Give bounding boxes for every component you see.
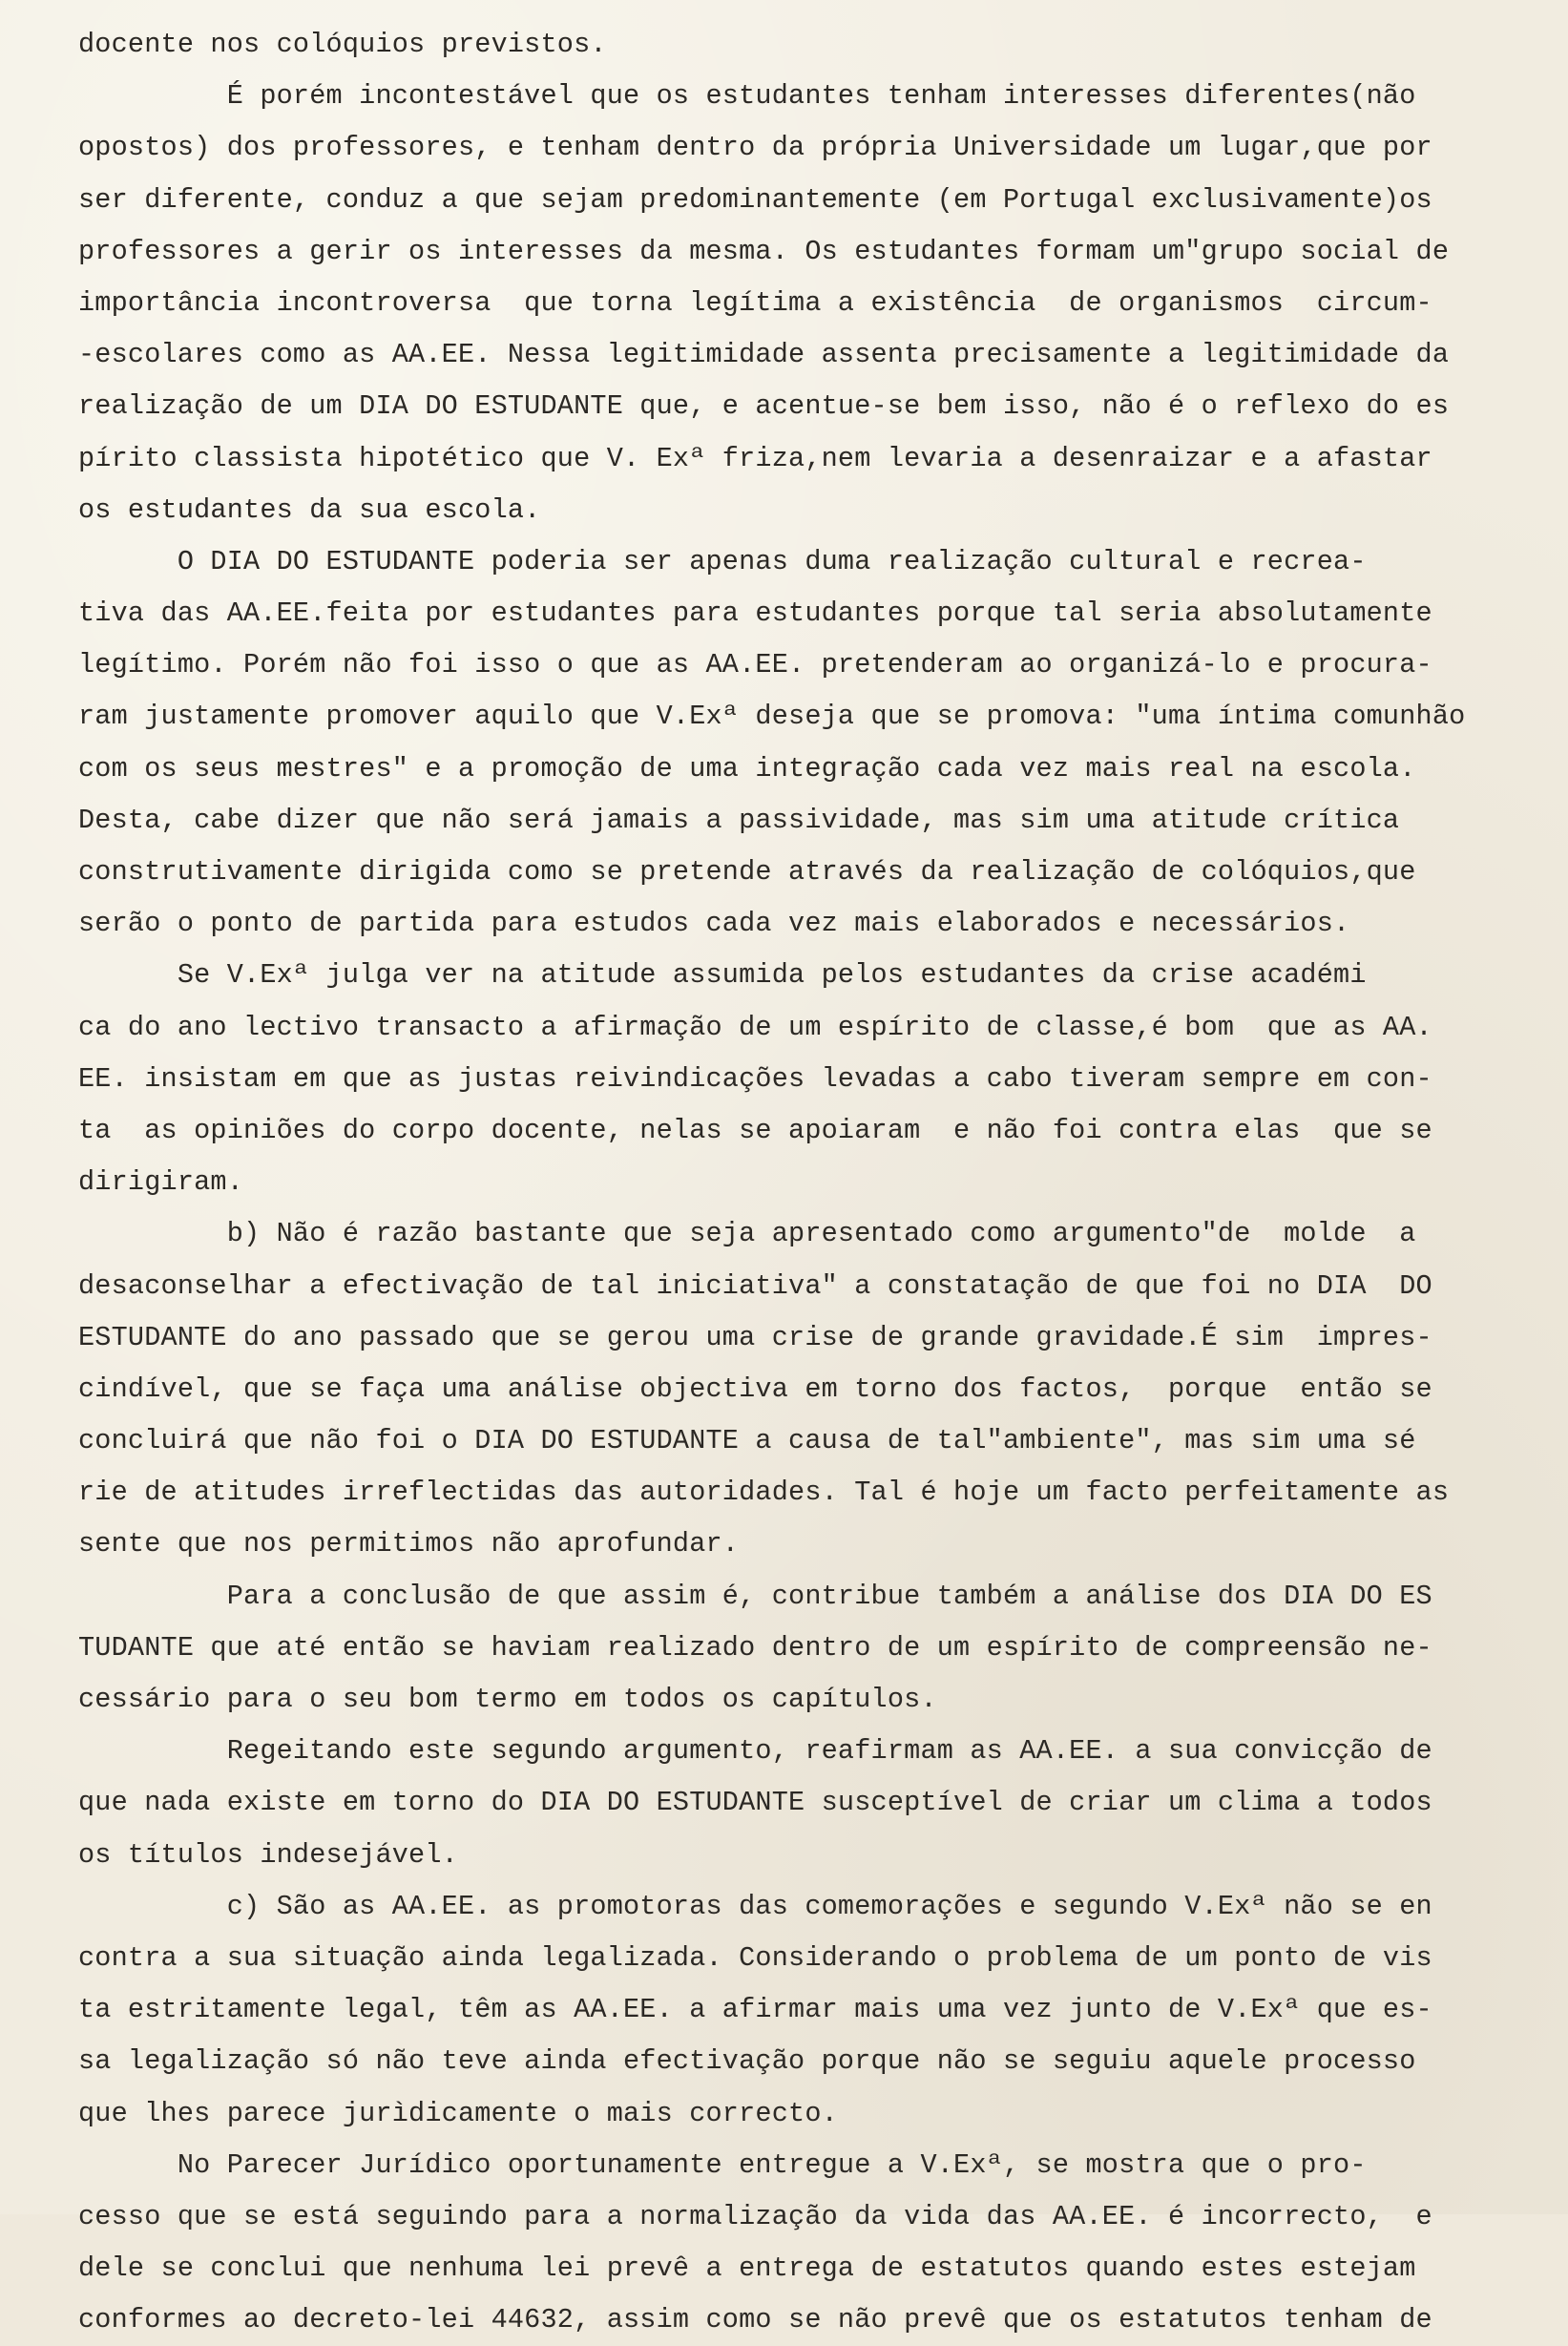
text-line: legítimo. Porém não foi isso o que as AA.EE. pretenderam ao organizá-lo e procura- xyxy=(78,649,1432,681)
text-line: ESTUDANTE do ano passado que se gerou uma crise de grande gravidade.É sim impres- xyxy=(78,1321,1432,1353)
text-line: pírito classista hipotético que V. Exª friza,nem levaria a desenraizar e a afastar xyxy=(78,442,1432,474)
text-line: dirigiram. xyxy=(78,1166,244,1199)
text-line: docente nos colóquios previstos. xyxy=(78,29,607,60)
text-line: ta estritamente legal, têm as AA.EE. a afirmar mais uma vez junto de V.Exª que es- xyxy=(78,1994,1432,2026)
text-line: ta as opiniões do corpo docente, nelas se apoiaram e não foi contra elas que se xyxy=(78,1114,1432,1146)
text-line: opostos) dos professores, e tenham dentro da própria Universidade um lugar,que por xyxy=(78,132,1432,164)
text-line: tiva das AA.EE.feita por estudantes para estudantes porque tal seria absolutamente xyxy=(78,597,1432,630)
text-line: contra a sua situação ainda legalizada. Considerando o problema de um ponto de vis xyxy=(78,1941,1432,1974)
text-line: os estudantes da sua escola. xyxy=(78,493,541,526)
text-line: importância incontroversa que torna legítima a existência de organismos circum- xyxy=(78,286,1432,319)
text-line: cesso que se está seguindo para a normalização da vida das AA.EE. é incorrecto, e xyxy=(78,2200,1432,2232)
text-line: Regeitando este segundo argumento, reafirmam as AA.EE. a sua convicção de xyxy=(78,1735,1432,1768)
text-line: que nada existe em torno do DIA DO ESTUDANTE susceptível de criar um clima a todos xyxy=(78,1787,1432,1819)
text-line: b) Não é razão bastante que seja apresentado como argumento"de molde a xyxy=(78,1218,1416,1250)
text-line: desaconselhar a efectivação de tal iniciativa" a constatação de que foi no DIA DO xyxy=(78,1269,1432,1302)
text-line: Desta, cabe dizer que não será jamais a passividade, mas sim uma atitude crítica xyxy=(78,804,1400,836)
text-line: sa legalização só não teve ainda efectivação porque não se seguiu aquele processo xyxy=(78,2045,1416,2078)
text-line: que lhes parece jurìdicamente o mais correcto. xyxy=(78,2097,838,2129)
text-line: professores a gerir os interesses da mesma. Os estudantes formam um"grupo social de xyxy=(78,235,1450,267)
text-line: Para a conclusão de que assim é, contribue também a análise dos DIA DO ES xyxy=(78,1580,1432,1612)
text-line: No Parecer Jurídico oportunamente entregue a V.Exª, se mostra que o pro- xyxy=(78,2148,1367,2181)
text-line: rie de atitudes irreflectidas das autoridades. Tal é hoje um facto perfeitamente as xyxy=(78,1477,1450,1509)
text-line: -escolares como as AA.EE. Nessa legitimidade assenta precisamente a legitimidade da xyxy=(78,339,1450,371)
text-line: dele se conclui que nenhuma lei prevê a entrega de estatutos quando estes estejam xyxy=(78,2252,1416,2285)
text-line: cessário para o seu bom termo em todos os capítulos. xyxy=(78,1684,937,1715)
text-line: Se V.Exª julga ver na atitude assumida pelos estudantes da crise académi xyxy=(78,959,1367,992)
text-line: concluirá que não foi o DIA DO ESTUDANTE a causa de tal"ambiente", mas sim uma sé xyxy=(78,1425,1416,1457)
text-line: com os seus mestres" e a promoção de uma integração cada vez mais real na escola. xyxy=(78,752,1416,785)
text-line: realização de um DIA DO ESTUDANTE que, e acentue-se bem isso, não é o reflexo do es xyxy=(78,390,1450,423)
typed-letter-body xyxy=(78,19,1481,2346)
text-line: construtivamente dirigida como se pretende através da realização de colóquios,que xyxy=(78,856,1416,888)
text-line: ram justamente promover aquilo que V.Exª deseja que se promova: "uma íntima comunhão xyxy=(78,701,1466,733)
text-line: conformes ao decreto-lei 44632, assim como se não prevê que os estatutos tenham de xyxy=(78,2304,1432,2336)
text-line: c) São as AA.EE. as promotoras das comemorações e segundo V.Exª não se en xyxy=(78,1890,1432,1922)
text-line: os títulos indesejável. xyxy=(78,1838,458,1871)
text-line: O DIA DO ESTUDANTE poderia ser apenas duma realização cultural e recrea- xyxy=(78,545,1367,577)
text-line: TUDANTE que até então se haviam realizado dentro de um espírito de compreensão ne- xyxy=(78,1631,1432,1664)
text-line: ca do ano lectivo transacto a afirmação de um espírito de classe,é bom que as AA. xyxy=(78,1011,1432,1043)
text-line: sente que nos permitimos não aprofundar. xyxy=(78,1528,740,1561)
text-line: EE. insistam em que as justas reivindicações levadas a cabo tiveram sempre em con- xyxy=(78,1062,1432,1095)
text-line: ser diferente, conduz a que sejam predominantemente (em Portugal exclusivamente)os xyxy=(78,183,1432,216)
text-line: serão o ponto de partida para estudos cada vez mais elaborados e necessários. xyxy=(78,908,1350,940)
text-line: É porém incontestável que os estudantes tenham interesses diferentes(não xyxy=(78,80,1416,113)
text-line: cindível, que se faça uma análise objectiva em torno dos factos, porque então se xyxy=(78,1372,1432,1405)
